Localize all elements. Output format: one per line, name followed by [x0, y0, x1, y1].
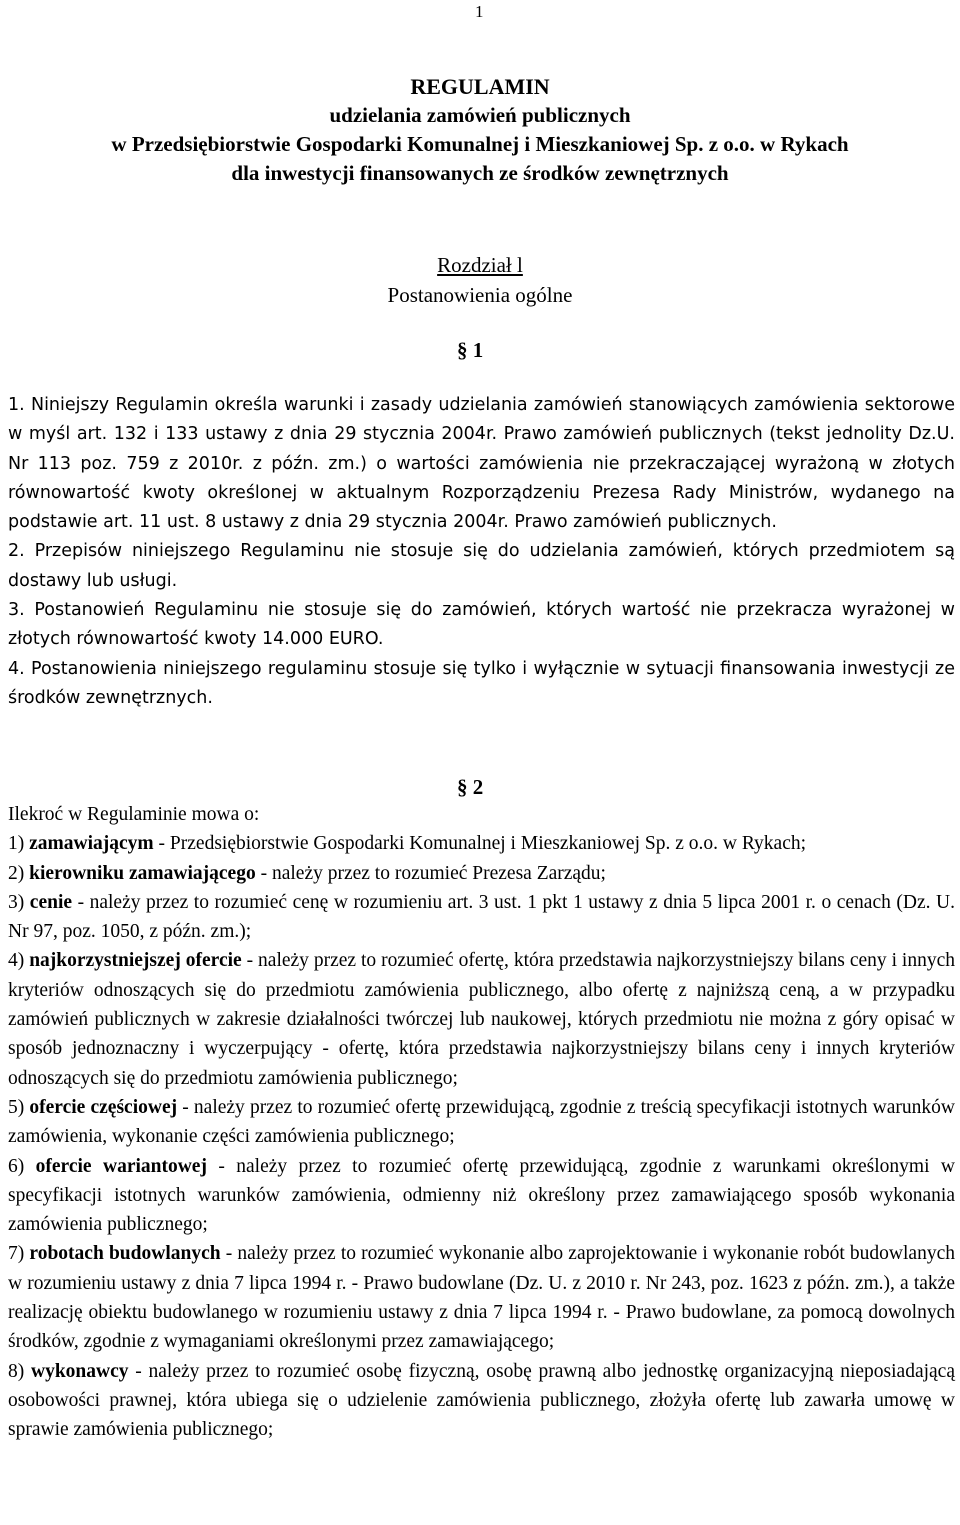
section-2-mark: § 2 — [457, 775, 484, 799]
definition-number: 3) — [8, 891, 30, 913]
title-line-3: w Przedsiębiorstwie Gospodarki Komunalnej i Mieszkaniowej Sp. z o.o. w Rykach — [111, 132, 849, 156]
definition-item — [8, 946, 955, 1092]
definition-number: 7) — [8, 1243, 30, 1265]
definition-item — [8, 859, 955, 888]
chapter-heading — [0, 250, 960, 310]
definition-text: - należy przez to rozumieć Prezesa Zarządu; — [255, 862, 606, 884]
definition-text: - należy przez to rozumieć wykonanie albo zaprojektowanie i wykonanie robót budowlanych w rozumieniu ustawy z dnia 7 lipca 1994 r. - Prawo budowlane (Dz. U. z 2010 r. Nr 243, poz. 1623 z późn. zm.), a także realizację obiektu budowlanego w rozumieniu ustawy z dnia 7 lipca 1994 r. - Prawo budowlane, za pomocą dowolnych środków, zgodnie z wymaganiami określonymi przez zamawiającego; — [8, 1243, 955, 1353]
definition-item — [8, 1093, 955, 1152]
chapter-number: Rozdział l — [437, 253, 523, 277]
definition-text: - należy przez to rozumieć ofertę, która przedstawia najkorzystniejszy bilans ceny i innych kryteriów odnoszących się do przedmiotu zamówienia publicznego, albo ofertę z najniższą ceną, a w przypadku zamówień publicznych w zakresie działalności twórczej lub naukowej, których przedmiotu nie można z góry opisać w sposób jednoznaczny i wyczerpujący - ofertę, która przedstawia najkorzystniejszy bilans ceny i innych kryteriów odnoszących się do przedmiotu zamówienia publicznego; — [8, 950, 955, 1089]
section-1-body — [8, 391, 955, 713]
definition-term: najkorzystniejszej ofercie — [29, 950, 242, 972]
definition-number: 2) — [8, 862, 30, 884]
definition-item — [8, 1239, 955, 1356]
section-2-body — [8, 800, 955, 1445]
definition-text: - należy przez to rozumieć ofertę przewidującą, zgodnie z treścią specyfikacji istotnych warunków zamówienia, wykonanie części zamówienia publicznego; — [8, 1096, 955, 1148]
definition-number: 8) — [8, 1360, 31, 1382]
definition-item — [8, 1357, 955, 1445]
definition-term: ofercie wariantowej — [35, 1155, 207, 1177]
definition-text: - należy przez to rozumieć ofertę przewidującą, zgodnie z warunkami określonymi w specyfikacji istotnych warunków zamówienia, odmienny niż określony przez zamawiającego sposób wykonania zamówienia publicznego; — [8, 1155, 956, 1236]
definition-item — [8, 888, 955, 947]
section-1-paragraph-4: 4. Postanowienia niniejszego regulaminu stosuje się tylko i wyłącznie w sytuacji finansowania inwestycji ze środków zewnętrznych. — [8, 658, 955, 708]
definitions-intro: Ilekroć w Regulaminie mowa o: — [8, 804, 260, 825]
definition-number: 1) — [8, 833, 30, 855]
definition-text: - należy przez to rozumieć osobę fizyczną, osobę prawną albo jednostkę organizacyjną nieposiadającą osobowości prawnej, która ubiega się o udzielenie zamówienia publicznego, złożyła ofertę lub zawarła umowę w sprawie zamówienia publicznego; — [8, 1360, 955, 1441]
definition-term: cenie — [29, 891, 73, 913]
title-line-1: REGULAMIN — [410, 74, 550, 99]
definition-item — [8, 829, 955, 858]
title-line-4: dla inwestycji finansowanych ze środków zewnętrznych — [231, 161, 729, 185]
section-1-mark: § 1 — [457, 338, 484, 362]
definition-number: 4) — [8, 950, 30, 972]
definition-term: zamawiającym — [29, 833, 154, 855]
document-title — [0, 72, 960, 188]
chapter-name: Postanowienia ogólne — [387, 283, 573, 307]
definition-number: 6) — [8, 1155, 36, 1177]
section-1-paragraph-3: 3. Postanowień Regulaminu nie stosuje się do zamówień, których wartość nie przekracza wyrażonej w złotych równowartość kwoty 14.000 EURO. — [8, 600, 955, 650]
definition-term: ofercie częściowej — [29, 1096, 178, 1118]
definition-number: 5) — [8, 1096, 30, 1118]
definition-text: - należy przez to rozumieć cenę w rozumieniu art. 3 ust. 1 pkt 1 ustawy z dnia 5 lipca 2001 r. o cenach (Dz. U. Nr 97, poz. 1050, z późn. zm.); — [8, 891, 955, 943]
definition-text: - Przedsiębiorstwie Gospodarki Komunalnej i Mieszkaniowej Sp. z o.o. w Rykach; — [153, 833, 807, 855]
title-line-2: udzielania zamówień publicznych — [329, 103, 631, 127]
definition-term: wykonawcy — [31, 1360, 129, 1382]
section-1-paragraph-1: 1. Niniejszy Regulamin określa warunki i zasady udzielania zamówień stanowiących zamówienia sektorowe w myśl art. 132 i 133 ustawy z dnia 29 stycznia 2004r. Prawo zamówień publicznych (tekst jednolity Dz.U. Nr 113 poz. 759 z 2010r. z późn. zm.) o wartości zamówienia nie przekraczającej wyrażoną w złotych równowartość kwoty określonej w aktualnym Rozporządzeniu Prezesa Rady Ministrów, wydanego na podstawie art. 11 ust. 8 ustawy z dnia 29 stycznia 2004r. Prawo zamówień publicznych. — [8, 395, 955, 533]
definition-term: robotach budowlanych — [29, 1243, 221, 1265]
definition-term: kierowniku zamawiającego — [29, 862, 256, 884]
definition-item — [8, 1152, 955, 1240]
page-number: 1 — [475, 2, 484, 21]
section-1-paragraph-2: 2. Przepisów niniejszego Regulaminu nie stosuje się do udzielania zamówień, których przedmiotem są dostawy lub usługi. — [8, 541, 955, 591]
